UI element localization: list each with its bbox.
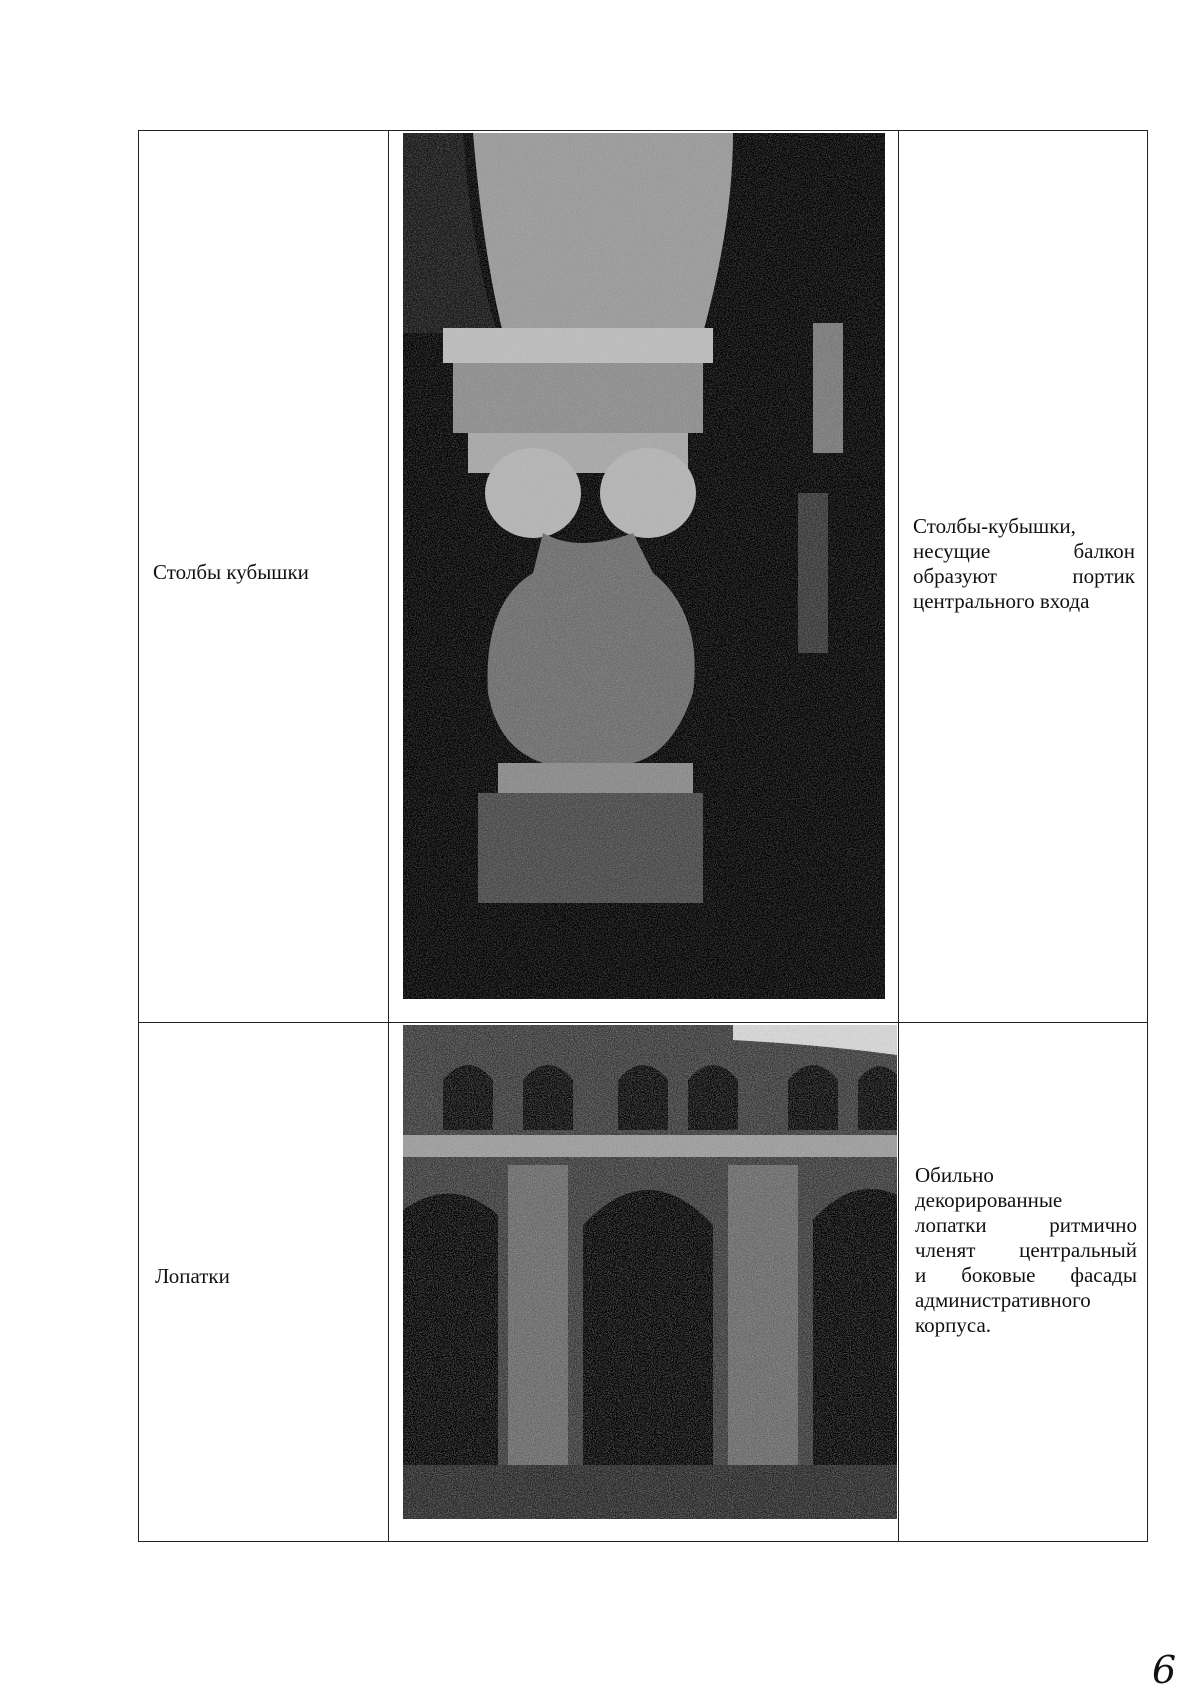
element-description xyxy=(913,514,1135,614)
desc-word: декорированные xyxy=(915,1188,1063,1212)
element-name: Столбы кубышки xyxy=(153,560,309,584)
element-name-cell xyxy=(139,131,389,1022)
description-cell xyxy=(899,1023,1147,1541)
photo-cell xyxy=(389,131,899,1022)
description-cell xyxy=(899,131,1147,1022)
desc-word: центральный xyxy=(1019,1238,1137,1262)
element-name-cell xyxy=(139,1023,389,1541)
table-row xyxy=(139,1023,1147,1541)
desc-word: членят xyxy=(915,1238,976,1262)
element-name: Лопатки xyxy=(155,1264,230,1288)
element-description xyxy=(915,1163,1137,1338)
desc-word: ритмично xyxy=(1049,1213,1137,1237)
desc-word: и xyxy=(915,1263,927,1287)
facade-photo xyxy=(403,1025,897,1519)
table-row xyxy=(139,131,1147,1023)
desc-word: Обильно xyxy=(915,1163,994,1187)
desc-word: образуют xyxy=(913,564,997,588)
monuments-table xyxy=(138,130,1148,1542)
column-photo-icon xyxy=(403,133,885,999)
desc-word: портик xyxy=(1072,564,1135,588)
desc-word: административного xyxy=(915,1288,1091,1312)
desc-word: несущие xyxy=(913,539,991,563)
facade-photo-icon xyxy=(403,1025,897,1519)
photo-cell xyxy=(389,1023,899,1541)
desc-word: Столбы-кубышки, xyxy=(913,514,1076,538)
desc-word: балкон xyxy=(1073,539,1135,563)
desc-word: корпуса. xyxy=(915,1313,992,1337)
desc-word: фасады xyxy=(1070,1263,1137,1287)
column-photo xyxy=(403,133,885,999)
desc-word: боковые xyxy=(961,1263,1036,1287)
desc-word: центрального входа xyxy=(913,589,1090,613)
page-number: 6 xyxy=(1152,1648,1177,1692)
desc-word: лопатки xyxy=(915,1213,987,1237)
